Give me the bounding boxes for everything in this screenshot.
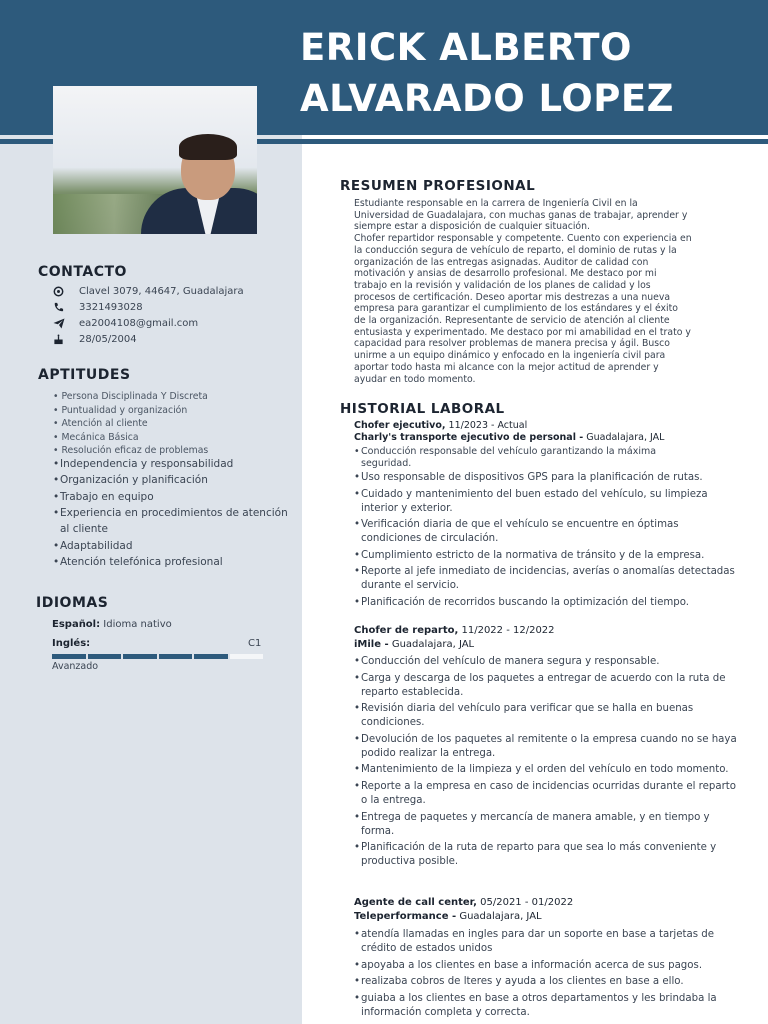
summary-line: siempre estar a disposición de cualquier situación. [354,221,590,233]
task-text: apoyaba a los clientes en base a información acerca de sus pagos. [361,959,703,971]
skill-item: • Atención al cliente [53,418,148,429]
skill-item: • Puntualidad y organización [53,404,188,416]
task-item [354,471,740,485]
task-item [354,565,740,593]
summary-line: capacidad para resolver problemas de manera precisa y ágil. Busco [354,338,670,350]
language-english-code: C1 [248,638,262,649]
address-text: Clavel 3079, 44647, Guadalajara [79,285,244,297]
bullet-icon: • [354,549,361,561]
task-item [354,596,740,610]
job-3-title: Agente de call center, 05/2021 - 01/2022 [354,897,574,908]
task-text: Cuidado y mantenimiento del buen estado del vehículo, su limpieza interior y exterior. [361,488,708,514]
bullet-icon: • [354,976,361,988]
bullet-icon: • [354,703,361,715]
bullet-icon: • [354,959,361,971]
bullet-icon: • [354,811,361,823]
summary-line: Universidad de Guadalajara, con muchas ganas de trabajar, aprender y [354,209,688,221]
location-pin-icon [52,285,65,298]
bullet-icon: • [354,519,361,531]
summary-line: procesos de certificación. Deseo aportar mis destrezas a una nueva [354,291,671,303]
skills-list-small [53,390,293,458]
summary-line: entusiasta y experimentado. Me destaco por mi amabilidad en el trato y [354,326,691,338]
job-3-company: Teleperformance - Guadalajara, JAL [354,911,542,922]
job-1-title: Chofer ejecutivo, 11/2023 - Actual [354,420,528,431]
summary-line: empresa para garantizar el cumplimiento de los estándares y el éxito [354,303,678,315]
send-icon [52,317,65,330]
task-item [354,811,740,839]
task-text: Reporte al jefe inmediato de incidencias, averías o anomalías detectadas durante el servicio. [361,566,735,592]
task-text: guiaba a los clientes en base a otros departamentos y les brindaba la información completa y correcta. [361,992,717,1018]
task-text: Carga y descarga de los paquetes a entregar de acuerdo con la ruta de reparto establecida. [361,672,726,698]
task-item [354,928,740,956]
birthday-cake-icon [52,333,65,346]
skill-item: • Resolución eficaz de problemas [53,445,209,456]
bullet-icon: • [354,929,361,940]
contact-title: CONTACTO [38,264,127,280]
task-item [354,672,740,700]
photo-hair [179,134,237,160]
phone-icon [52,301,65,314]
task-item [354,733,740,761]
level-segment [194,654,228,659]
bullet-icon: • [354,842,361,854]
summary-line: trabajo en la revisión y validación de los planes de calidad y los [354,279,651,291]
summary-title: RESUMEN PROFESIONAL [340,178,536,194]
name-line-1: ERICK ALBERTO [300,26,632,69]
language-english-level: Avanzado [52,661,99,672]
task-text: Planificación de la ruta de reparto para que sea lo más conveniente y productiva posible. [361,842,717,868]
language-english: Inglés: [52,638,91,649]
skill-item: • Mecánica Básica [53,431,139,443]
task-text: Cumplimiento estricto de la normativa de tránsito y de la empresa. [361,549,705,561]
bullet-icon: • [354,566,361,578]
task-item [354,959,740,973]
task-text: Reporte a la empresa en caso de incidencias ocurridas durante el reparto o la entrega. [361,780,737,806]
summary-line: motivación y ansias de desarrollo profesional. Me destaco por mi [354,268,657,280]
skill-item: • Organización y planificación [53,474,208,487]
summary-line: organización de las entregas asignadas. Auditor de calidad con [354,256,649,268]
bullet-icon: • [354,764,361,776]
task-item [354,488,740,516]
contact-address [52,283,244,299]
job-2-tasks [354,655,740,872]
summary-line: aportar todo hasta mi alcance con la mejor actitud de aprender y [354,361,659,373]
history-title: HISTORIAL LABORAL [340,401,505,417]
job-3-tasks [354,928,740,1022]
task-text: Planificación de recorridos buscando la optimización del tiempo. [361,596,690,608]
bullet-icon: • [354,733,361,745]
task-item [354,549,740,563]
level-segment [230,654,264,659]
task-text: atendía llamadas en ingles para dar un soporte en base a tarjetas de crédito de estados unidos [361,929,715,954]
summary-line: Estudiante responsable en la carrera de Ingeniería Civil en la [354,198,638,209]
task-item [354,702,740,730]
summary-line: la conducción segura de vehículo de reparto, el dominio de rutas y la [354,244,677,256]
task-item [354,780,740,808]
english-level-bar [52,654,263,659]
task-text: Mantenimiento de la limpieza y el orden del vehículo en todo momento. [361,764,729,776]
skill-item: • Atención telefónica profesional [53,555,223,568]
skills-list-large [53,456,293,570]
language-spanish: Español: Idioma nativo [52,619,172,630]
task-text: realizaba cobros de lteres y ayuda a los clientes en base a ello. [361,976,684,988]
task-text: Devolución de los paquetes al remitente o la empresa cuando no se haya podido realizar la entrega. [361,733,737,759]
task-item [354,975,740,989]
contact-list [52,283,244,347]
bullet-icon: • [354,656,361,667]
skills-title: APTITUDES [38,367,131,383]
summary-text [354,198,738,385]
summary-line: ayudar en todo momento. [354,373,476,385]
profile-photo [53,86,257,234]
task-item [354,763,740,777]
job-1-tasks [354,471,740,613]
phone-text: 3321493028 [79,301,143,313]
contact-phone [52,299,244,315]
level-segment [88,654,122,659]
birthdate-text: 28/05/2004 [79,333,137,345]
job-1-company: Charly's transporte ejecutivo de personal - Guadalajara, JAL [354,432,665,443]
contact-birthdate [52,331,244,347]
summary-line: unirme a un equipo dinámico y enfocado en la ingeniería civil para [354,350,666,362]
task-item [354,518,740,546]
task-item [354,655,740,669]
bullet-icon: • [354,472,361,483]
task-text: Revisión diaria del vehículo para verificar que se halla en buenas condiciones. [361,703,694,729]
name-line-2: ALVARADO LOPEZ [300,77,674,120]
skill-item: • Trabajo en equipo [53,490,154,503]
job-1-first-task [354,446,740,469]
skill-item: • Experiencia en procedimientos de atención al cliente [53,507,288,536]
task-text: Verificación diaria de que el vehículo se encuentre en óptimas condiciones de circulación. [361,519,679,545]
level-segment [123,654,157,659]
skill-item: • Independencia y responsabilidad [53,458,234,470]
languages-title: IDIOMAS [36,595,109,611]
task-text: Conducción del vehículo de manera segura y responsable. [361,656,660,667]
skill-item: • Adaptabilidad [53,539,133,552]
job-2-company: iMile - Guadalajara, JAL [354,639,475,650]
email-text[interactable]: ea2004108@gmail.com [79,317,199,329]
level-segment [52,654,86,659]
bullet-icon: • [354,780,361,792]
bullet-icon: • [354,488,361,500]
summary-line: Chofer repartidor responsable y competente. Cuento con experiencia en [354,233,692,245]
skill-item: • Persona Disciplinada Y Discreta [53,391,208,402]
bullet-icon: • [354,596,361,608]
candidate-name [300,22,760,124]
level-segment [159,654,193,659]
job-2-title: Chofer de reparto, 11/2022 - 12/2022 [354,625,555,636]
task-item [354,841,740,869]
summary-line: de la organización. Representante de servicio de atención al cliente [354,315,670,327]
task-item: • Conducción responsable del vehículo garantizando la máxima seguridad. [354,446,657,469]
task-item [354,992,740,1020]
contact-email [52,315,244,331]
task-text: Entrega de paquetes y mercancía de manera amable, y en tiempo y forma. [361,811,710,837]
bullet-icon: • [354,672,361,684]
task-text: Uso responsable de dispositivos GPS para la planificación de rutas. [361,472,703,483]
bullet-icon: • [354,992,361,1004]
